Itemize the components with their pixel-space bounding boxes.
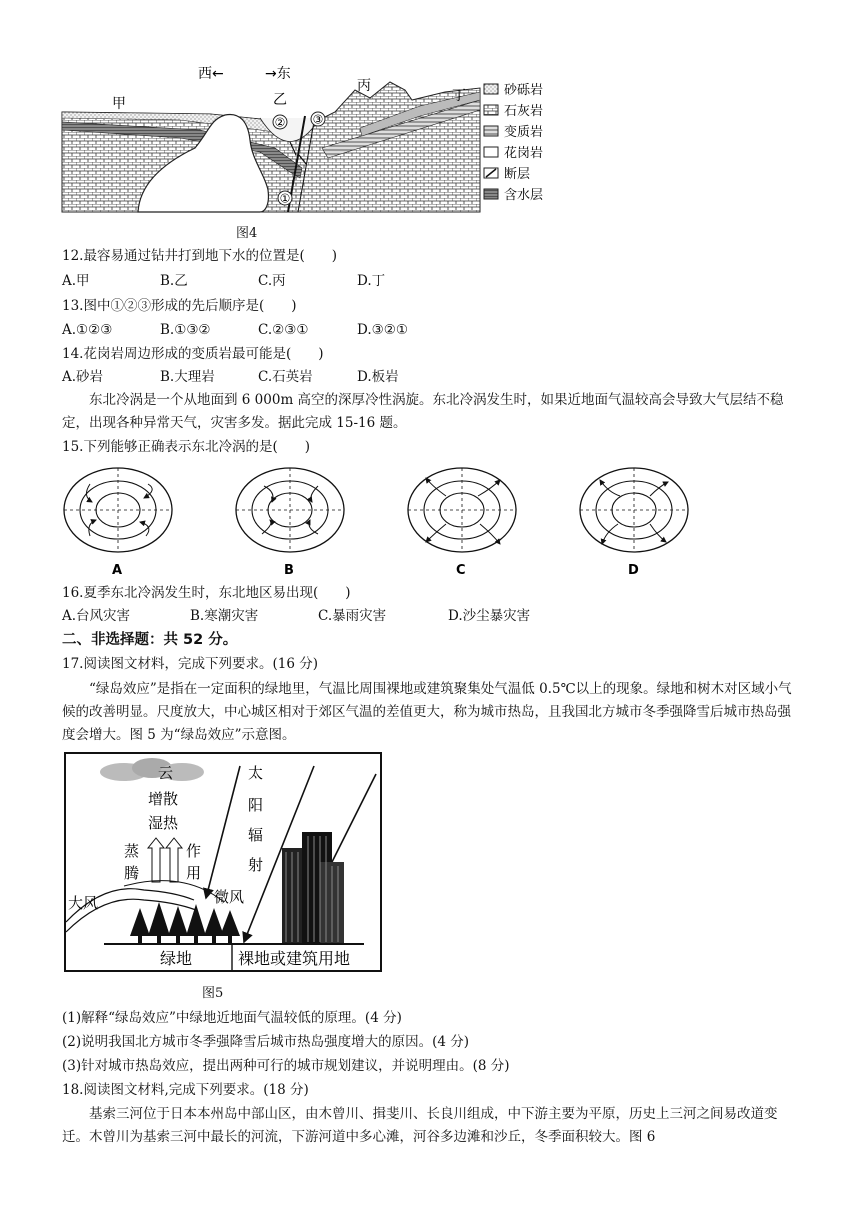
figure-5-green-island bbox=[64, 752, 382, 974]
q15-stem: 15.下列能够正确表示东北冷涡的是( ) bbox=[62, 439, 311, 455]
legend-metamorphic: 变质岩 bbox=[504, 125, 544, 140]
bare-land-label: 裸地或建筑用地 bbox=[238, 949, 351, 968]
q13-option-b[interactable]: B.①③② bbox=[160, 322, 211, 338]
vortex-label-b: B bbox=[284, 563, 294, 578]
vortex-label-c: C bbox=[456, 563, 466, 578]
legend-aquifer: 含水层 bbox=[504, 188, 544, 203]
figure-4-geologic-section bbox=[60, 60, 570, 218]
effect-label-2: 湿热 bbox=[148, 814, 179, 832]
location-jia: 甲 bbox=[112, 96, 126, 112]
direction-west: 西← bbox=[198, 66, 224, 82]
location-yi: 乙 bbox=[273, 92, 287, 108]
q15-16-intro: 东北冷涡是一个从地面到 6 000m 高空的深厚冷性涡旋。东北冷涡发生时，如果近地面气温较高会导致大气层结不稳定，出现各种异常天气，灾害多发。据此完成 15-16 题。 bbox=[62, 392, 784, 431]
vortex-c bbox=[408, 468, 516, 552]
cloud-label: 云 bbox=[158, 764, 174, 782]
q17-material: “绿岛效应”是指在一定面积的绿地里，气温比周围裸地或建筑聚集处气温低 0.5℃以上的现象。绿地和树木对区域小气候的改善明显。尺度放大，中心城区相对于郊区气温的差值更大，称为城市热岛，且我国北方城市冬季强降雪后城市热岛强度会增大。图 5 为“绿岛效应”示意图。 bbox=[62, 681, 792, 743]
circled-2: ② bbox=[274, 115, 286, 130]
solar-label-4: 射 bbox=[248, 856, 264, 874]
q15-vortex-diagrams bbox=[60, 462, 700, 580]
q17-sub-2: (2)说明我国北方城市冬季强降雪后城市热岛强度增大的原因。(4 分) bbox=[62, 1034, 470, 1050]
q16-option-d[interactable]: D.沙尘暴灾害 bbox=[448, 608, 531, 624]
q18-stem: 18.阅读图文材料,完成下列要求。(18 分) bbox=[62, 1082, 309, 1098]
wind-strong-label: 大风 bbox=[68, 894, 99, 912]
q12-stem: 12.最容易通过钻井打到地下水的位置是( ) bbox=[62, 248, 338, 264]
vortex-a bbox=[64, 468, 172, 552]
figure-4-legend bbox=[484, 82, 543, 203]
q18-material: 基索三河位于日本本州岛中部山区，由木曾川、揖斐川、长良川组成，中下游主要为平原，历史上三河之间易改道变迁。木曾川为基索三河中最长的河流，下游河道中多心滩，河谷多边滩和沙丘，冬季面积较大。图 6 bbox=[62, 1106, 778, 1145]
legend-granite: 花岗岩 bbox=[504, 146, 544, 161]
vortex-label-d: D bbox=[628, 563, 639, 578]
q17-stem: 17.阅读图文材料，完成下列要求。(16 分) bbox=[62, 656, 318, 672]
q13-option-d[interactable]: D.③②① bbox=[357, 322, 408, 338]
q16-option-a[interactable]: A.台风灾害 bbox=[62, 608, 131, 624]
location-ding: 丁 bbox=[452, 88, 466, 104]
q17-sub-1: (1)解释“绿岛效应”中绿地近地面气温较低的原理。(4 分) bbox=[62, 1010, 402, 1026]
q12-option-c[interactable]: C.丙 bbox=[258, 273, 286, 289]
section-2-heading: 二、非选择题：共 52 分。 bbox=[62, 632, 238, 648]
q17-sub-3: (3)针对城市热岛效应，提出两种可行的城市规划建议，并说明理由。(8 分) bbox=[62, 1058, 510, 1074]
q14-option-c[interactable]: C.石英岩 bbox=[258, 369, 313, 385]
wind-weak-label: 微风 bbox=[214, 888, 245, 906]
legend-fault: 断层 bbox=[504, 167, 531, 182]
vortex-d bbox=[580, 468, 688, 552]
q14-option-d[interactable]: D.板岩 bbox=[357, 369, 399, 385]
q12-option-b[interactable]: B.乙 bbox=[160, 273, 188, 289]
q12-option-a[interactable]: A.甲 bbox=[62, 273, 90, 289]
direction-east: →东 bbox=[265, 66, 291, 82]
figure-4-caption: 图4 bbox=[236, 226, 258, 241]
q14-option-a[interactable]: A.砂岩 bbox=[62, 369, 104, 385]
q14-stem: 14.花岗岩周边形成的变质岩最可能是( ) bbox=[62, 346, 324, 362]
q16-option-b[interactable]: B.寒潮灾害 bbox=[190, 608, 259, 624]
evap-label-1: 蒸 bbox=[124, 842, 140, 860]
q13-option-c[interactable]: C.②③① bbox=[258, 322, 309, 338]
figure-5-caption: 图5 bbox=[202, 986, 224, 1001]
q12-option-d[interactable]: D.丁 bbox=[357, 273, 386, 289]
evap-label-2: 腾 bbox=[124, 864, 140, 882]
act-label-2: 用 bbox=[186, 864, 202, 882]
act-label-1: 作 bbox=[186, 842, 202, 860]
q16-option-c[interactable]: C.暴雨灾害 bbox=[318, 608, 387, 624]
q13-stem: 13.图中①②③形成的先后顺序是( ) bbox=[62, 298, 297, 314]
circled-1: ① bbox=[279, 191, 291, 206]
location-bing: 丙 bbox=[357, 78, 371, 94]
effect-label-1: 增散 bbox=[148, 790, 179, 808]
vortex-b bbox=[236, 468, 344, 552]
q16-stem: 16.夏季东北冷涡发生时，东北地区易出现( ) bbox=[62, 585, 351, 601]
green-land-label: 绿地 bbox=[160, 949, 193, 968]
vortex-label-a: A bbox=[112, 563, 123, 578]
solar-label-1: 太 bbox=[248, 764, 264, 782]
solar-label-3: 辐 bbox=[248, 826, 264, 844]
q13-option-a[interactable]: A.①②③ bbox=[62, 322, 113, 338]
circled-3: ③ bbox=[312, 112, 324, 127]
q14-option-b[interactable]: B.大理岩 bbox=[160, 369, 215, 385]
solar-label-2: 阳 bbox=[248, 796, 264, 814]
legend-sand-gravel: 砂砾岩 bbox=[504, 83, 544, 98]
legend-limestone: 石灰岩 bbox=[504, 104, 544, 119]
